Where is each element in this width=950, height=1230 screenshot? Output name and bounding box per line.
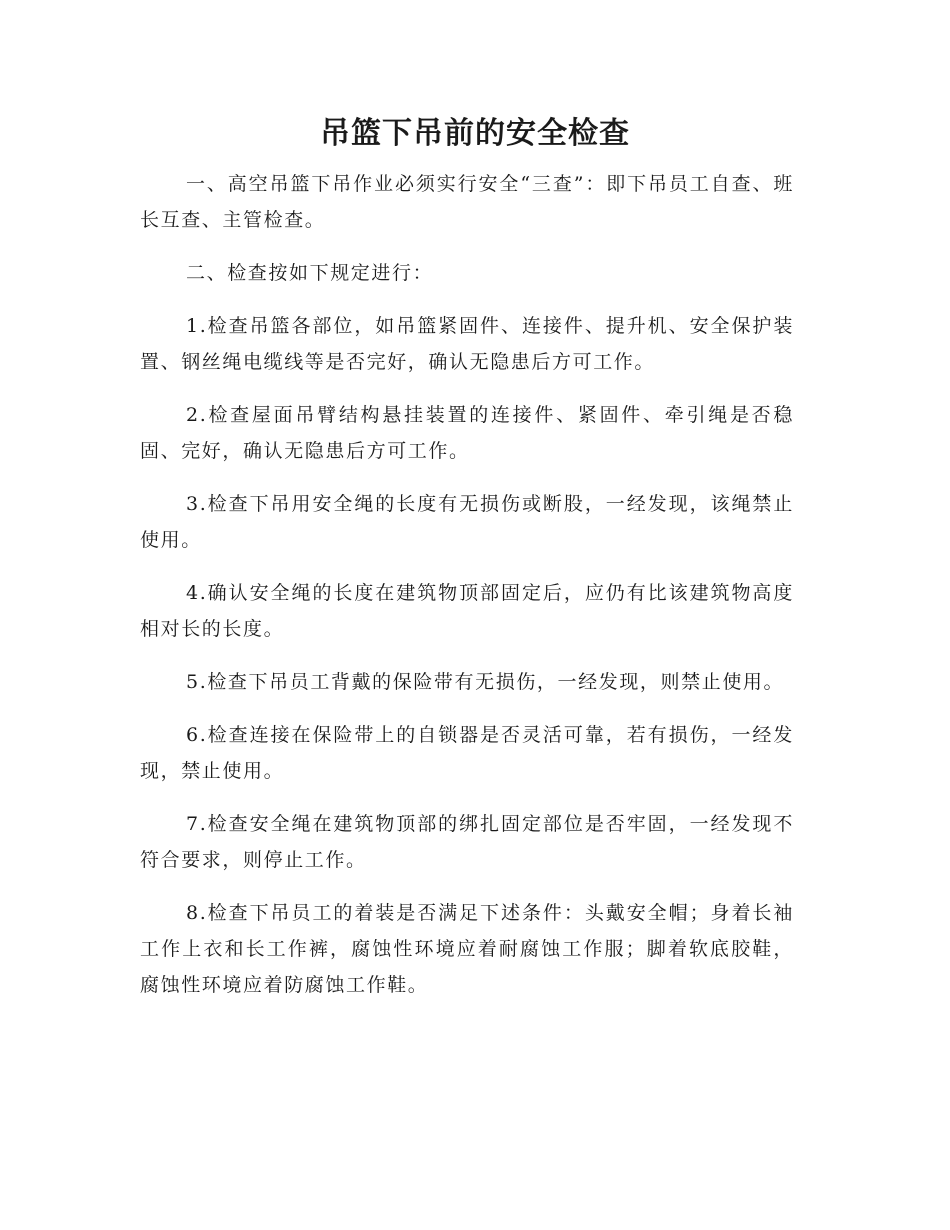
document-body — [140, 166, 794, 1020]
paragraph-7: 5.检查下吊员工背戴的保险带有无损伤，一经发现，则禁止使用。 — [186, 671, 785, 693]
paragraph-3: 1.检查吊篮各部位，如吊篮紧固件、连接件、提升机、安全保护装置、钢丝绳电缆线等是否完好，确认无隐患后方可工作。 — [140, 315, 794, 373]
paragraph-8: 6.检查连接在保险带上的自锁器是否灵活可靠，若有损伤，一经发现，禁止使用。 — [140, 724, 794, 782]
paragraph-6: 4.确认安全绳的长度在建筑物顶部固定后，应仍有比该建筑物高度相对长的长度。 — [140, 582, 794, 640]
paragraph-1: 一、高空吊篮下吊作业必须实行安全“三查”：即下吊员工自查、班长互查、主管检查。 — [140, 173, 794, 231]
paragraph-2: 二、检查按如下规定进行： — [186, 262, 434, 284]
paragraph-9: 7.检查安全绳在建筑物顶部的绑扎固定部位是否牢固，一经发现不符合要求，则停止工作。 — [140, 813, 794, 871]
paragraph-5: 3.检查下吊用安全绳的长度有无损伤或断股，一经发现，该绳禁止使用。 — [140, 493, 794, 551]
paragraph-4: 2.检查屋面吊臂结构悬挂装置的连接件、紧固件、牵引绳是否稳固、完好，确认无隐患后方可工作。 — [140, 404, 794, 462]
page-title: 吊篮下吊前的安全检查 — [320, 116, 630, 151]
paragraph-10: 8.检查下吊员工的着装是否满足下述条件：头戴安全帽；身着长袖工作上衣和长工作裤，腐蚀性环境应着耐腐蚀工作服；脚着软底胶鞋，腐蚀性环境应着防腐蚀工作鞋。 — [140, 902, 794, 996]
